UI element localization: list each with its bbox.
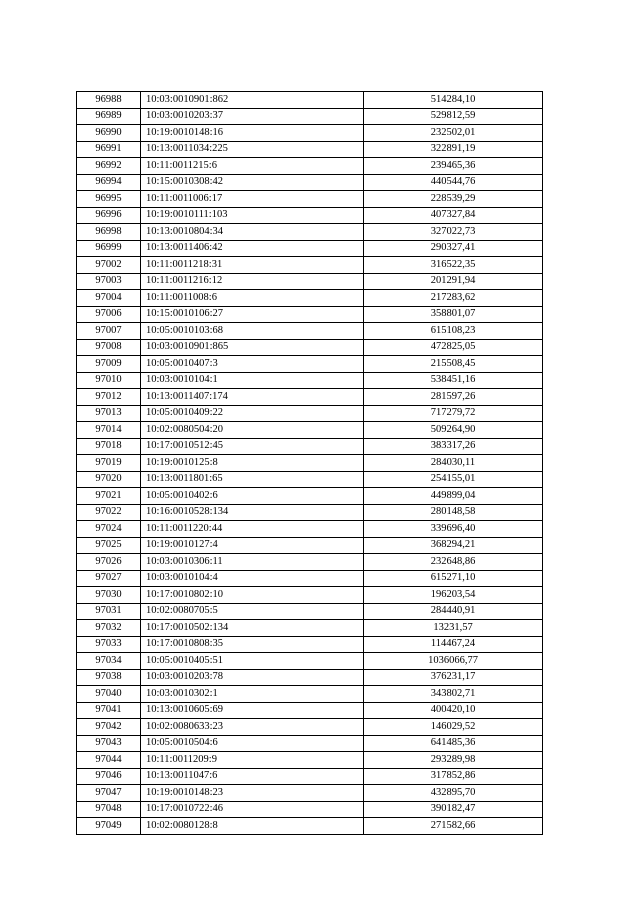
- row-id-cell: 97004: [77, 290, 141, 307]
- cadastral-number-cell: 10:13:0011047:6: [141, 768, 364, 785]
- cadastral-number-cell: 10:13:0011406:42: [141, 240, 364, 257]
- cadastral-number-cell: 10:02:0080128:8: [141, 818, 364, 835]
- amount-cell: 215508,45: [364, 356, 543, 373]
- cadastral-number-cell: 10:05:0010103:68: [141, 323, 364, 340]
- amount-cell: 316522,35: [364, 257, 543, 274]
- row-id-cell: 97014: [77, 422, 141, 439]
- row-id-cell: 97019: [77, 455, 141, 472]
- table-row: [77, 801, 543, 818]
- table-row: [77, 158, 543, 175]
- row-id-cell: 97041: [77, 702, 141, 719]
- cadastral-number-cell: 10:11:0011209:9: [141, 752, 364, 769]
- amount-cell: 232502,01: [364, 125, 543, 142]
- cadastral-number-cell: 10:15:0010106:27: [141, 306, 364, 323]
- amount-cell: 717279,72: [364, 405, 543, 422]
- amount-cell: 196203,54: [364, 587, 543, 604]
- cadastral-number-cell: 10:13:0011801:65: [141, 471, 364, 488]
- cadastral-number-cell: 10:05:0010407:3: [141, 356, 364, 373]
- table-row: [77, 768, 543, 785]
- amount-cell: 368294,21: [364, 537, 543, 554]
- amount-cell: 358801,07: [364, 306, 543, 323]
- amount-cell: 114467,24: [364, 636, 543, 653]
- row-id-cell: 97025: [77, 537, 141, 554]
- cadastral-number-cell: 10:19:0010125:8: [141, 455, 364, 472]
- row-id-cell: 97034: [77, 653, 141, 670]
- amount-cell: 514284,10: [364, 92, 543, 109]
- cadastral-number-cell: 10:19:0010111:103: [141, 207, 364, 224]
- cadastral-number-cell: 10:16:0010528:134: [141, 504, 364, 521]
- table-row: [77, 108, 543, 125]
- amount-cell: 217283,62: [364, 290, 543, 307]
- row-id-cell: 97043: [77, 735, 141, 752]
- cadastral-number-cell: 10:02:0080633:23: [141, 719, 364, 736]
- table-row: [77, 719, 543, 736]
- row-id-cell: 96992: [77, 158, 141, 175]
- row-id-cell: 97038: [77, 669, 141, 686]
- amount-cell: 407327,84: [364, 207, 543, 224]
- amount-cell: 432895,70: [364, 785, 543, 802]
- cadastral-number-cell: 10:13:0010804:34: [141, 224, 364, 241]
- table-row: [77, 240, 543, 257]
- amount-cell: 472825,05: [364, 339, 543, 356]
- cadastral-number-cell: 10:17:0010722:46: [141, 801, 364, 818]
- amount-cell: 281597,26: [364, 389, 543, 406]
- cadastral-number-cell: 10:05:0010409:22: [141, 405, 364, 422]
- amount-cell: 615271,10: [364, 570, 543, 587]
- row-id-cell: 97012: [77, 389, 141, 406]
- amount-cell: 284440,91: [364, 603, 543, 620]
- table-row: [77, 702, 543, 719]
- cadastral-number-cell: 10:17:0010808:35: [141, 636, 364, 653]
- row-id-cell: 97006: [77, 306, 141, 323]
- row-id-cell: 97040: [77, 686, 141, 703]
- cadastral-number-cell: 10:03:0010203:78: [141, 669, 364, 686]
- cadastral-number-cell: 10:13:0011034:225: [141, 141, 364, 158]
- row-id-cell: 97026: [77, 554, 141, 571]
- amount-cell: 343802,71: [364, 686, 543, 703]
- table-row: [77, 372, 543, 389]
- amount-cell: 201291,94: [364, 273, 543, 290]
- amount-cell: 322891,19: [364, 141, 543, 158]
- table-row: [77, 587, 543, 604]
- amount-cell: 529812,59: [364, 108, 543, 125]
- table-row: [77, 735, 543, 752]
- row-id-cell: 96989: [77, 108, 141, 125]
- table-row: [77, 92, 543, 109]
- table-row: [77, 339, 543, 356]
- amount-cell: 293289,98: [364, 752, 543, 769]
- row-id-cell: 97022: [77, 504, 141, 521]
- table-row: [77, 752, 543, 769]
- table-body: [77, 92, 543, 835]
- amount-cell: 538451,16: [364, 372, 543, 389]
- cadastral-number-cell: 10:13:0011407:174: [141, 389, 364, 406]
- table-row: [77, 207, 543, 224]
- table-row: [77, 174, 543, 191]
- table-row: [77, 636, 543, 653]
- amount-cell: 254155,01: [364, 471, 543, 488]
- row-id-cell: 97024: [77, 521, 141, 538]
- row-id-cell: 97032: [77, 620, 141, 637]
- cadastral-number-cell: 10:03:0010306:11: [141, 554, 364, 571]
- cadastral-number-cell: 10:11:0011216:12: [141, 273, 364, 290]
- cadastral-number-cell: 10:03:0010901:862: [141, 92, 364, 109]
- cadastral-number-cell: 10:17:0010512:45: [141, 438, 364, 455]
- amount-cell: 284030,11: [364, 455, 543, 472]
- table-row: [77, 686, 543, 703]
- amount-cell: 509264,90: [364, 422, 543, 439]
- cadastral-number-cell: 10:02:0080705:5: [141, 603, 364, 620]
- cadastral-number-cell: 10:19:0010148:16: [141, 125, 364, 142]
- row-id-cell: 96998: [77, 224, 141, 241]
- row-id-cell: 97030: [77, 587, 141, 604]
- row-id-cell: 97003: [77, 273, 141, 290]
- row-id-cell: 96995: [77, 191, 141, 208]
- table-row: [77, 603, 543, 620]
- cadastral-number-cell: 10:03:0010302:1: [141, 686, 364, 703]
- row-id-cell: 97044: [77, 752, 141, 769]
- amount-cell: 376231,17: [364, 669, 543, 686]
- amount-cell: 449899,04: [364, 488, 543, 505]
- table-row: [77, 125, 543, 142]
- table-row: [77, 405, 543, 422]
- cadastral-number-cell: 10:19:0010127:4: [141, 537, 364, 554]
- amount-cell: 615108,23: [364, 323, 543, 340]
- amount-cell: 146029,52: [364, 719, 543, 736]
- row-id-cell: 97031: [77, 603, 141, 620]
- amount-cell: 317852,86: [364, 768, 543, 785]
- table-row: [77, 224, 543, 241]
- row-id-cell: 97008: [77, 339, 141, 356]
- cadastral-number-cell: 10:15:0010308:42: [141, 174, 364, 191]
- row-id-cell: 97033: [77, 636, 141, 653]
- table-row: [77, 438, 543, 455]
- amount-cell: 239465,36: [364, 158, 543, 175]
- table-row: [77, 323, 543, 340]
- amount-cell: 440544,76: [364, 174, 543, 191]
- data-table: [76, 91, 543, 835]
- amount-cell: 228539,29: [364, 191, 543, 208]
- table-row: [77, 653, 543, 670]
- row-id-cell: 97010: [77, 372, 141, 389]
- cadastral-number-cell: 10:03:0010901:865: [141, 339, 364, 356]
- row-id-cell: 96988: [77, 92, 141, 109]
- row-id-cell: 97049: [77, 818, 141, 835]
- table-row: [77, 785, 543, 802]
- amount-cell: 1036066,77: [364, 653, 543, 670]
- row-id-cell: 97002: [77, 257, 141, 274]
- table-row: [77, 389, 543, 406]
- cadastral-number-cell: 10:11:0011218:31: [141, 257, 364, 274]
- cadastral-number-cell: 10:11:0011220:44: [141, 521, 364, 538]
- row-id-cell: 97046: [77, 768, 141, 785]
- amount-cell: 232648,86: [364, 554, 543, 571]
- row-id-cell: 97013: [77, 405, 141, 422]
- amount-cell: 383317,26: [364, 438, 543, 455]
- cadastral-number-cell: 10:03:0010104:1: [141, 372, 364, 389]
- cadastral-number-cell: 10:05:0010405:51: [141, 653, 364, 670]
- cadastral-number-cell: 10:19:0010148:23: [141, 785, 364, 802]
- row-id-cell: 96999: [77, 240, 141, 257]
- amount-cell: 327022,73: [364, 224, 543, 241]
- table-row: [77, 570, 543, 587]
- row-id-cell: 97042: [77, 719, 141, 736]
- row-id-cell: 96991: [77, 141, 141, 158]
- row-id-cell: 97020: [77, 471, 141, 488]
- table-row: [77, 554, 543, 571]
- amount-cell: 13231,57: [364, 620, 543, 637]
- cadastral-number-cell: 10:17:0010502:134: [141, 620, 364, 637]
- table-row: [77, 488, 543, 505]
- table-row: [77, 257, 543, 274]
- row-id-cell: 96994: [77, 174, 141, 191]
- table-row: [77, 620, 543, 637]
- table-row: [77, 537, 543, 554]
- row-id-cell: 97009: [77, 356, 141, 373]
- amount-cell: 280148,58: [364, 504, 543, 521]
- table-row: [77, 471, 543, 488]
- cadastral-number-cell: 10:05:0010402:6: [141, 488, 364, 505]
- table-row: [77, 141, 543, 158]
- cadastral-number-cell: 10:03:0010203:37: [141, 108, 364, 125]
- cadastral-number-cell: 10:11:0011215:6: [141, 158, 364, 175]
- table-row: [77, 504, 543, 521]
- table-row: [77, 818, 543, 835]
- amount-cell: 290327,41: [364, 240, 543, 257]
- table-row: [77, 306, 543, 323]
- row-id-cell: 97021: [77, 488, 141, 505]
- row-id-cell: 97007: [77, 323, 141, 340]
- table-row: [77, 669, 543, 686]
- amount-cell: 390182,47: [364, 801, 543, 818]
- cadastral-number-cell: 10:11:0011008:6: [141, 290, 364, 307]
- row-id-cell: 96990: [77, 125, 141, 142]
- cadastral-number-cell: 10:17:0010802:10: [141, 587, 364, 604]
- cadastral-number-cell: 10:03:0010104:4: [141, 570, 364, 587]
- cadastral-number-cell: 10:11:0011006:17: [141, 191, 364, 208]
- amount-cell: 339696,40: [364, 521, 543, 538]
- table-row: [77, 521, 543, 538]
- row-id-cell: 97047: [77, 785, 141, 802]
- row-id-cell: 96996: [77, 207, 141, 224]
- row-id-cell: 97027: [77, 570, 141, 587]
- table-row: [77, 191, 543, 208]
- row-id-cell: 97048: [77, 801, 141, 818]
- amount-cell: 400420,10: [364, 702, 543, 719]
- amount-cell: 271582,66: [364, 818, 543, 835]
- cadastral-number-cell: 10:05:0010504:6: [141, 735, 364, 752]
- table-row: [77, 422, 543, 439]
- table-row: [77, 290, 543, 307]
- cadastral-number-cell: 10:13:0010605:69: [141, 702, 364, 719]
- table-row: [77, 356, 543, 373]
- table-row: [77, 273, 543, 290]
- cadastral-number-cell: 10:02:0080504:20: [141, 422, 364, 439]
- table-row: [77, 455, 543, 472]
- row-id-cell: 97018: [77, 438, 141, 455]
- amount-cell: 641485,36: [364, 735, 543, 752]
